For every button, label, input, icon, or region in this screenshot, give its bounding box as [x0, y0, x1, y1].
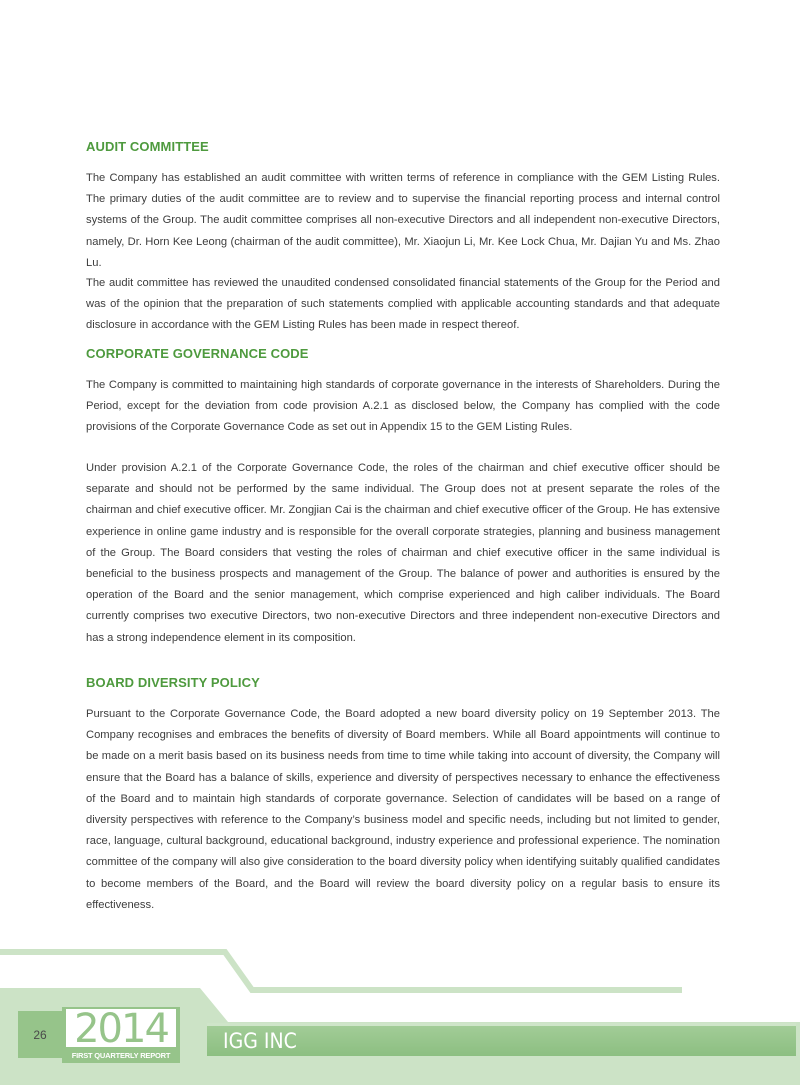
company-name-bar: [207, 1023, 796, 1056]
corporate-governance-paragraph-2: Under provision A.2.1 of the Corporate Governance Code, the roles of the chairman and chief executive officer should be separate and should not be performed by the same individual. The Group does not at present separate the roles of the chairman and chief executive officer. Mr. Zongjian Cai is the chairman and chief executive officer of the Group. He has extensive experience in online game industry and is responsible for the overall corporate strategies, planning and business management of the Group. The Board considers that vesting the roles of chairman and chief executive officer in the same individual is beneficial to the business prospects and management of the Group. The balance of power and authorities is ensured by the operation of the Board and the senior management, which comprise experienced and high caliber individuals. The Board currently comprises two executive Directors, two non-executive Directors and three independent non-executive Directors and has a strong independence element in its composition.: [86, 462, 720, 644]
audit-committee-paragraph-2: The audit committee has reviewed the unaudited condensed consolidated financial statements of the Group for the Period and was of the opinion that the preparation of such statements complied with applicable accounting standards and that adequate disclosure in accordance with the GEM Listing Rules has been made in respect thereof.: [86, 277, 720, 332]
page-footer: [0, 940, 800, 1085]
report-logo: [62, 1007, 180, 1063]
page-number: 26: [18, 1011, 62, 1058]
section-heading-audit-committee: AUDIT COMMITTEE: [86, 139, 209, 154]
company-name: IGG INC: [223, 1029, 297, 1053]
logo-year: 2014: [66, 1009, 176, 1047]
logo-subtitle: FIRST QUARTERLY REPORT: [71, 1051, 171, 1060]
section-heading-corporate-governance-code: CORPORATE GOVERNANCE CODE: [86, 346, 309, 361]
section-heading-board-diversity-policy: BOARD DIVERSITY POLICY: [86, 675, 260, 690]
board-diversity-paragraph-1: Pursuant to the Corporate Governance Code, the Board adopted a new board diversity policy on 19 September 2013. The Company recognises and embraces the benefits of diversity of Board members. While all Board appointments will continue to be made on a merit basis based on its business needs from time to time while taking into account of diversity, the Company will ensure that the Board has a balance of skills, experience and diversity of perspectives necessary to enhance the effectiveness of the Board and to maintain high standards of corporate governance. Selection of candidates will be based on a range of diversity perspectives with reference to the Company’s business model and specific needs, including but not limited to gender, race, language, cultural background, educational background, industry experience and professional experience. The nomination committee of the company will also give consideration to the board diversity policy when identifying suitably qualified candidates to become members of the Board, and the Board will review the board diversity policy on a regular basis to ensure its effectiveness.: [86, 708, 720, 911]
audit-committee-paragraph-1: The Company has established an audit committee with written terms of reference in compliance with the GEM Listing Rules. The primary duties of the audit committee are to review and to supervise the financial reporting process and internal control systems of the Group. The audit committee comprises all non-executive Directors and all independent non-executive Directors, namely, Dr. Horn Kee Leong (chairman of the audit committee), Mr. Xiaojun Li, Mr. Kee Lock Chua, Mr. Dajian Yu and Ms. Zhao Lu.: [86, 172, 720, 269]
corporate-governance-paragraph-1: The Company is committed to maintaining high standards of corporate governance in the interests of Shareholders. During the Period, except for the deviation from code provision A.2.1 as disclosed below, the Company has complied with the code provisions of the Corporate Governance Code as set out in Appendix 15 to the GEM Listing Rules.: [86, 379, 720, 434]
